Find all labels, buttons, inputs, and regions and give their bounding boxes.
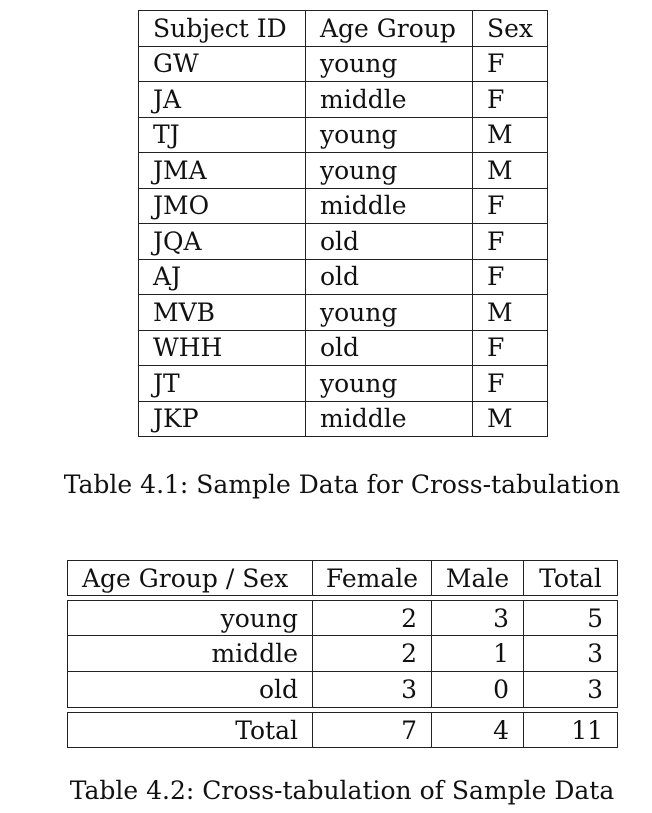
subject-id-cell: JT — [139, 366, 306, 402]
subject-id-cell: AJ — [139, 259, 306, 295]
female-count-cell: 3 — [313, 672, 432, 707]
male-total-cell: 4 — [432, 713, 524, 747]
male-count-cell: 0 — [432, 672, 524, 707]
female-count-cell: 2 — [313, 636, 432, 671]
male-count-cell: 1 — [432, 636, 524, 671]
table-header-row — [139, 11, 548, 47]
sample-data-table — [138, 10, 548, 437]
column-header-sex: Sex — [473, 11, 548, 47]
column-header-age-group: Age Group — [306, 11, 473, 47]
age-group-cell: old — [306, 330, 473, 366]
total-count-cell: 5 — [587, 603, 603, 633]
table-row — [139, 82, 548, 118]
subject-id-cell: JA — [139, 82, 306, 118]
sex-cell: F — [473, 330, 548, 366]
table-row — [67, 636, 618, 672]
subject-id-cell: JMA — [139, 153, 306, 189]
total-count-cell: 3 — [587, 639, 603, 668]
subject-id-cell: JKP — [139, 401, 306, 437]
sex-cell: F — [473, 224, 548, 260]
table-row — [139, 295, 548, 331]
age-group-cell: young — [306, 153, 473, 189]
subject-id-cell: JQA — [139, 224, 306, 260]
table-caption-4-1: Table 4.1: Sample Data for Cross-tabulation — [63, 470, 621, 499]
table-row — [139, 46, 548, 82]
age-group-cell: young — [306, 366, 473, 402]
table-row — [139, 330, 548, 366]
subject-id-cell: TJ — [139, 117, 306, 153]
table-row — [139, 188, 548, 224]
sex-cell: M — [473, 117, 548, 153]
table-row — [139, 153, 548, 189]
table-row — [67, 672, 618, 708]
sex-cell: F — [473, 366, 548, 402]
column-header-total: Total — [539, 563, 602, 593]
sex-cell: F — [473, 259, 548, 295]
grand-total-cell: 11 — [571, 715, 603, 745]
table-row — [139, 401, 548, 437]
subject-id-cell: GW — [139, 46, 306, 82]
row-label-cell: young — [68, 601, 313, 635]
row-label-cell: middle — [68, 636, 313, 671]
age-group-cell: young — [306, 46, 473, 82]
sex-cell: M — [473, 295, 548, 331]
table-row — [139, 224, 548, 260]
table-row — [139, 117, 548, 153]
column-header-female: Female — [313, 561, 432, 595]
age-group-cell: middle — [306, 188, 473, 224]
table-total-row — [67, 712, 618, 748]
row-label-cell: old — [68, 672, 313, 707]
subject-id-cell: JMO — [139, 188, 306, 224]
sex-cell: F — [473, 82, 548, 118]
cross-tabulation-table — [67, 560, 618, 748]
table-row — [139, 366, 548, 402]
column-header-male: Male — [432, 561, 524, 595]
subject-id-cell: MVB — [139, 295, 306, 331]
sex-cell: F — [473, 188, 548, 224]
sex-cell: M — [473, 153, 548, 189]
column-header-age-group-sex: Age Group / Sex — [68, 561, 313, 595]
table-caption-4-2: Table 4.2: Cross-tabulation of Sample Data — [69, 776, 615, 805]
age-group-cell: young — [306, 117, 473, 153]
subject-id-cell: WHH — [139, 330, 306, 366]
age-group-cell: middle — [306, 82, 473, 118]
total-count-cell: 3 — [587, 675, 603, 704]
age-group-cell: young — [306, 295, 473, 331]
total-label-cell: Total — [68, 713, 313, 747]
column-header-subject-id: Subject ID — [139, 11, 306, 47]
male-count-cell: 3 — [432, 601, 524, 635]
age-group-cell: old — [306, 259, 473, 295]
age-group-cell: old — [306, 224, 473, 260]
female-total-cell: 7 — [313, 713, 432, 747]
sex-cell: M — [473, 401, 548, 437]
sex-cell: F — [473, 46, 548, 82]
table-row — [139, 259, 548, 295]
table-header-row — [67, 560, 618, 596]
table-row — [67, 600, 618, 636]
female-count-cell: 2 — [313, 601, 432, 635]
age-group-cell: middle — [306, 401, 473, 437]
